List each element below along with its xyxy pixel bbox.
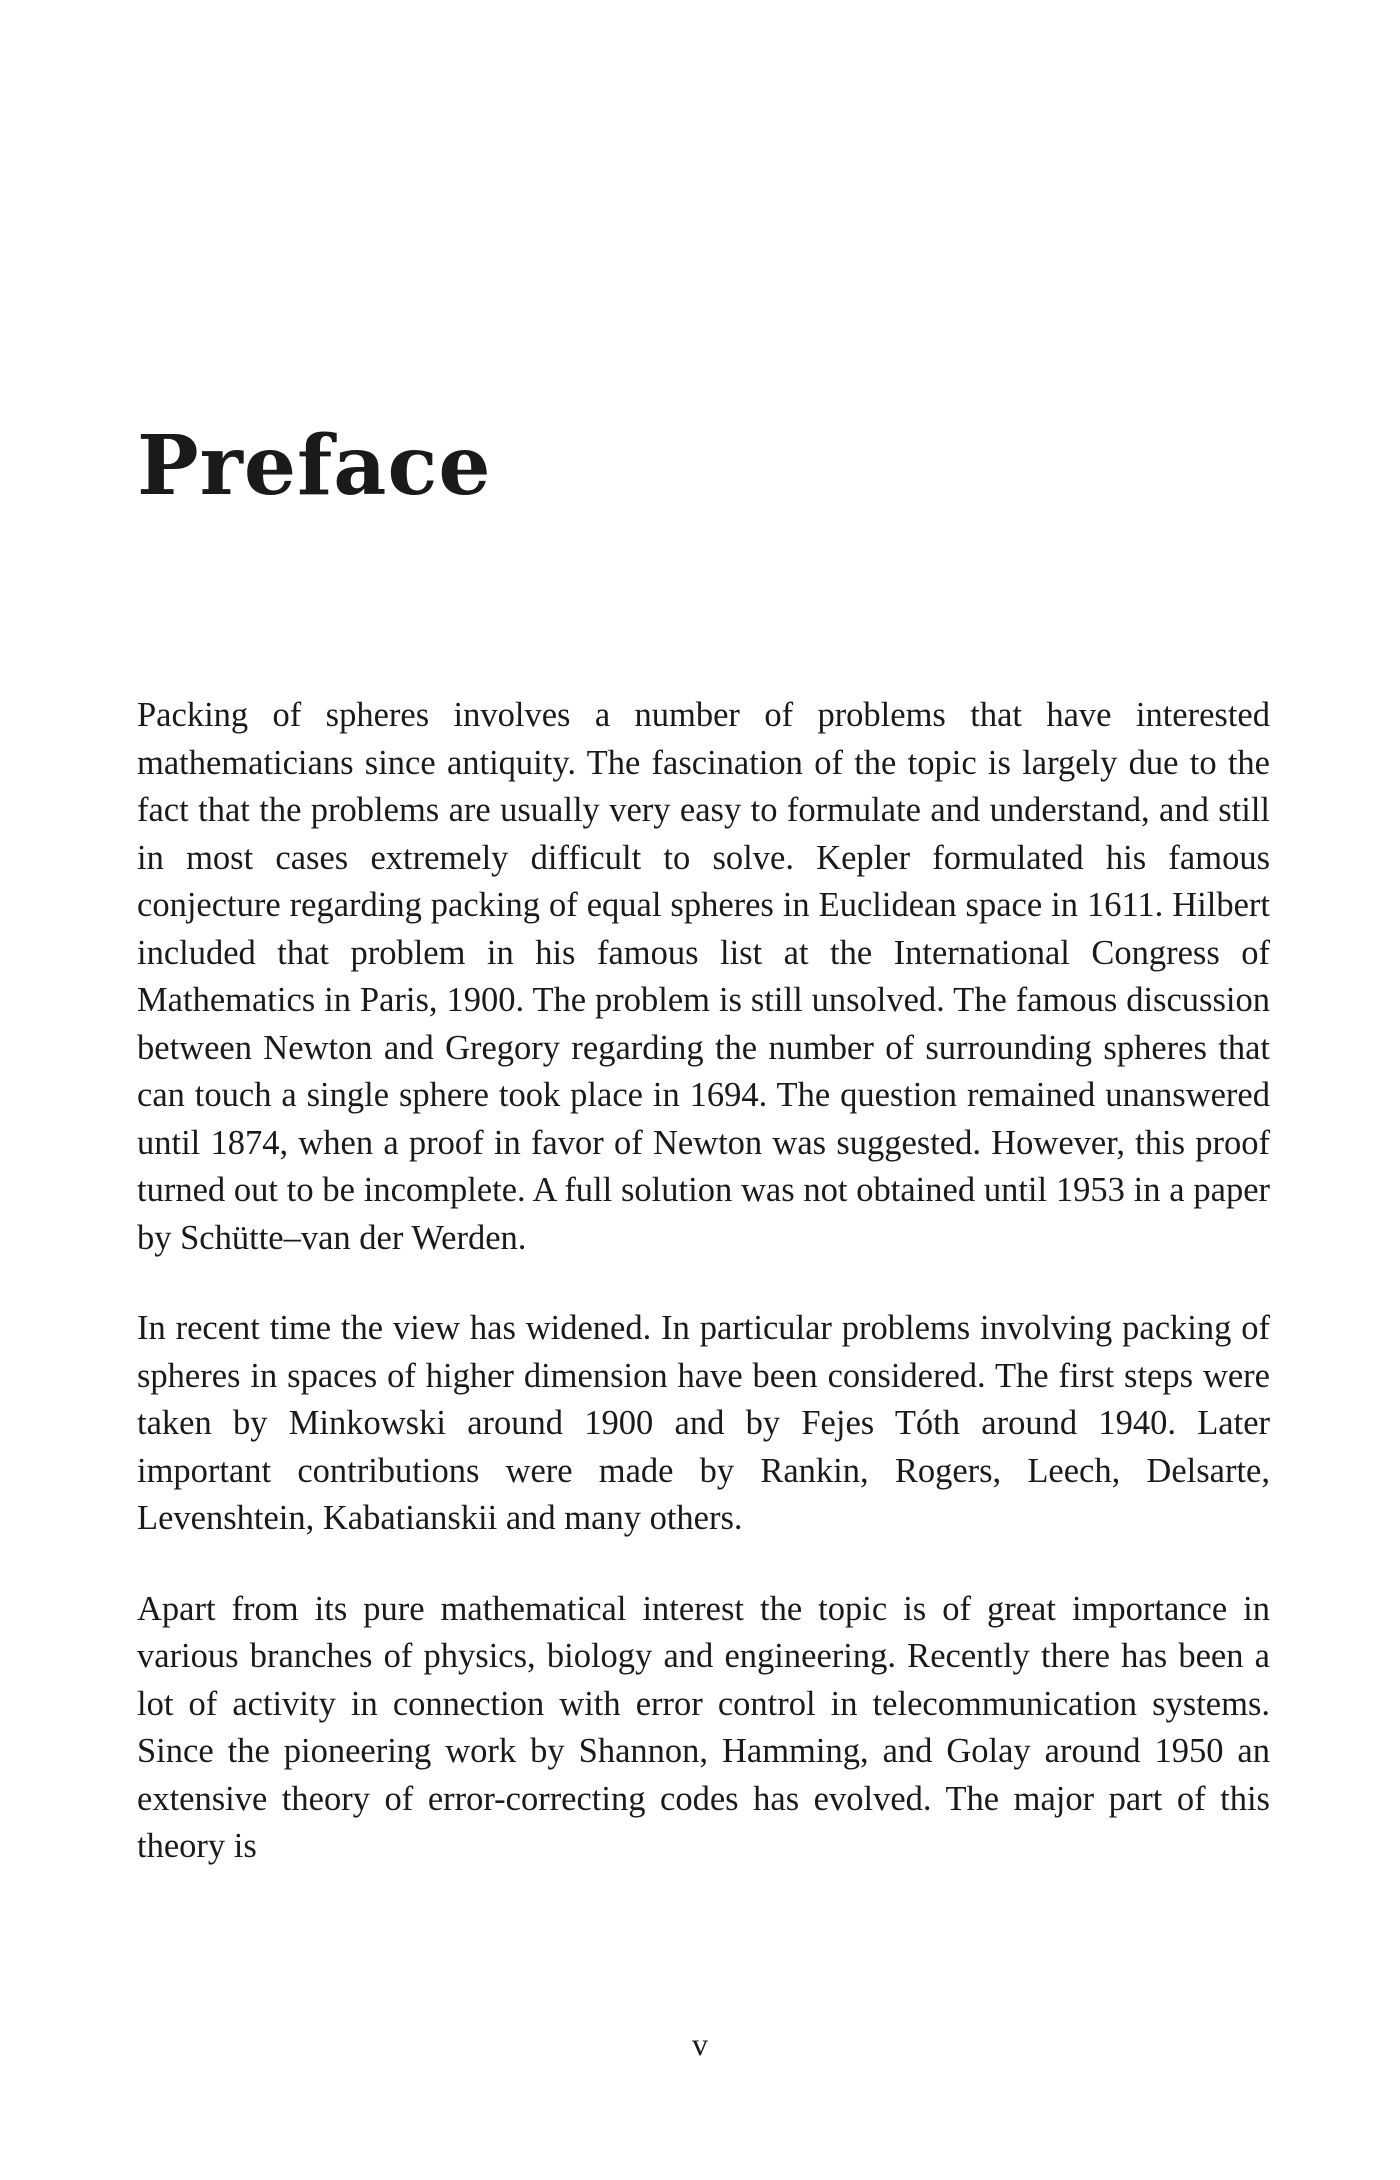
paragraph-2: In recent time the view has widened. In particular problems involving packing of spheres in spaces of higher dimension have been considered. The first steps were taken by Minkowski around 1900 and by Fejes Tóth around 1940. Later important contributions were made by Rankin, Rogers, Leech, Delsarte, Levenshtein, Kabatianskii and many others.	[137, 1309, 1270, 1537]
paragraph-1: Packing of spheres involves a number of problems that have interested mathematicians since antiquity. The fascination of the topic is largely due to the fact that the problems are usually very easy to formulate and understand, and still in most cases extremely difficult to solve. Kepler formulated his famous conjecture regarding packing of equal spheres in Euclidean space in 1611. Hilbert included that problem in his famous list at the International Congress of Mathematics in Paris, 1900. The problem is still unsolved. The famous discussion between Newton and Gregory regarding the number of surrounding spheres that can touch a single sphere took place in 1694. The question remained unanswered until 1874, when a proof in favor of Newton was suggested. However, this proof turned out to be incomplete. A full solution was not obtained until 1953 in a paper by Schütte–van der Werden.	[137, 696, 1270, 1257]
paragraph-3: Apart from its pure mathematical interest the topic is of great importance in various branches of physics, biology and engineering. Recently there has been a lot of activity in connection with error control in telecommunication systems. Since the pioneering work by Shannon, Hamming, and Golay around 1950 an extensive theory of error-correcting codes has evolved. The major part of this theory is	[137, 1589, 1270, 1865]
preface-body	[137, 692, 1270, 1914]
chapter-title: Preface	[137, 418, 492, 514]
page-number: v	[692, 2026, 708, 2062]
